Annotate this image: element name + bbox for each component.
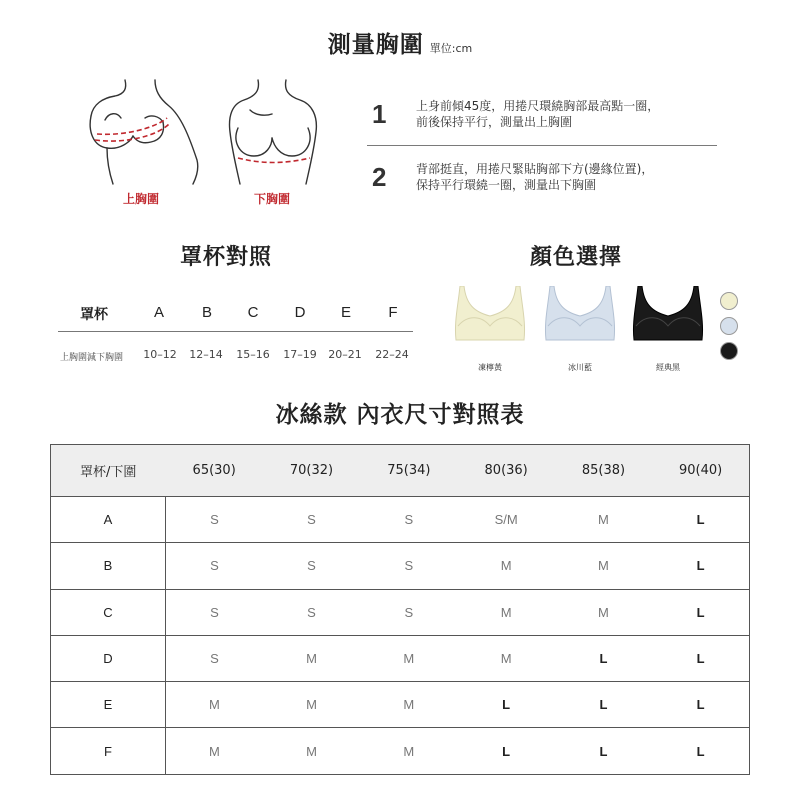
size-cell: S/M (457, 497, 554, 543)
size-cell: M (403, 743, 415, 759)
size-cell: L (652, 497, 749, 543)
size-cell: S (166, 589, 263, 635)
size-cell: S (166, 543, 263, 589)
cup-section-title: 罩杯對照 (180, 245, 273, 270)
size-cell: M (457, 589, 554, 635)
cup-letter: C (247, 304, 259, 321)
table-row (51, 497, 750, 543)
size-cell: L (457, 682, 554, 728)
color-name-yellow: 凍檸黃 (478, 363, 502, 372)
unit-label: 單位:cm (429, 42, 473, 55)
upper-bust-figure (85, 76, 205, 186)
step-1-number: 1 (372, 99, 387, 129)
size-table-corner: 罩杯/下圍 (51, 445, 166, 497)
table-row (51, 728, 750, 774)
size-cell: L (652, 589, 749, 635)
under-bust-label: 下胸圍 (254, 192, 291, 206)
measure-title: 測量胸圍 (327, 32, 424, 58)
size-cell: L (696, 743, 705, 759)
swatch-black[interactable] (720, 342, 738, 360)
swatch-yellow[interactable] (720, 292, 738, 310)
row-header-cup: E (51, 682, 166, 728)
step-2-number: 2 (372, 162, 387, 192)
step-1-line-2: 前後保持平行，測量出上胸圍 (416, 115, 573, 129)
cup-range: 22–24 (375, 348, 409, 361)
step-2-line-2: 保持平行環繞一圈，測量出下胸圍 (416, 178, 597, 192)
cup-letter: D (294, 304, 306, 321)
size-cell: L (502, 743, 511, 759)
upper-bust-label: 上胸圍 (123, 192, 160, 206)
cup-letter: F (388, 304, 398, 321)
column-header: 70(32) (263, 445, 360, 497)
size-cell: S (263, 497, 360, 543)
size-table-header-row (51, 445, 750, 497)
size-cell: L (555, 635, 652, 681)
size-cell: M (360, 682, 457, 728)
step-2-text (416, 161, 653, 193)
table-row (51, 682, 750, 728)
cup-range: 20–21 (328, 348, 362, 361)
table-row (51, 589, 750, 635)
column-header: 65(30) (166, 445, 263, 497)
swatch-blue[interactable] (720, 317, 738, 335)
size-cell: L (652, 682, 749, 728)
product-blue[interactable] (540, 286, 620, 356)
size-cell: M (208, 743, 220, 759)
size-cell: S (166, 497, 263, 543)
row-header-cup: A (51, 497, 166, 543)
color-name-blue: 冰川藍 (568, 363, 592, 372)
column-header: 85(38) (555, 445, 652, 497)
cup-letter: B (201, 304, 212, 321)
color-section-title: 顏色選擇 (530, 245, 623, 270)
size-cell: M (306, 743, 317, 759)
size-cell: M (457, 635, 554, 681)
size-cell: M (555, 589, 652, 635)
size-cell: S (360, 589, 457, 635)
cup-row-label: 上胸圍減下胸圍 (60, 353, 124, 363)
row-header-cup: F (51, 728, 166, 774)
column-header: 75(34) (360, 445, 457, 497)
product-black[interactable] (628, 286, 708, 356)
size-table-title: 冰絲款 內衣尺寸對照表 (275, 402, 525, 428)
row-header-cup: B (51, 543, 166, 589)
cup-letter: A (153, 304, 164, 321)
size-cell: L (652, 543, 749, 589)
cup-range: 10–12 (143, 348, 177, 361)
product-yellow[interactable] (450, 286, 530, 356)
color-name-black: 經典黑 (656, 363, 680, 372)
size-cell: L (652, 635, 749, 681)
table-row (51, 635, 750, 681)
size-cell: S (360, 497, 457, 543)
size-cell: L (555, 682, 652, 728)
step-1-line-1: 上身前傾45度，用捲尺環繞胸部最高點一圈， (416, 99, 660, 113)
size-cell: S (360, 543, 457, 589)
size-cell: M (263, 682, 360, 728)
measure-title-block (0, 26, 800, 59)
row-header-cup: C (51, 589, 166, 635)
cup-letter: E (340, 304, 351, 321)
column-header: 90(40) (652, 445, 749, 497)
step-1-text (416, 98, 659, 130)
cup-range: 17–19 (283, 348, 317, 361)
cup-range: 15–16 (236, 348, 270, 361)
step-2-line-1: 背部挺直，用捲尺緊貼胸部下方(邊緣位置)， (416, 162, 654, 176)
size-table (50, 444, 750, 775)
size-cell: M (360, 635, 457, 681)
step-divider (367, 145, 717, 146)
table-row (51, 543, 750, 589)
size-cell: S (166, 635, 263, 681)
size-cell: L (599, 743, 608, 759)
size-cell: M (457, 543, 554, 589)
column-header: 80(36) (457, 445, 554, 497)
size-cell: S (263, 589, 360, 635)
size-cell: M (555, 497, 652, 543)
size-cell: S (263, 543, 360, 589)
cup-range: 12–14 (189, 348, 223, 361)
row-header-cup: D (51, 635, 166, 681)
size-cell: M (166, 682, 263, 728)
under-bust-figure (222, 76, 326, 186)
cup-header: 罩杯 (80, 307, 108, 323)
cup-divider (58, 331, 413, 332)
size-cell: M (263, 635, 360, 681)
size-cell: M (555, 543, 652, 589)
